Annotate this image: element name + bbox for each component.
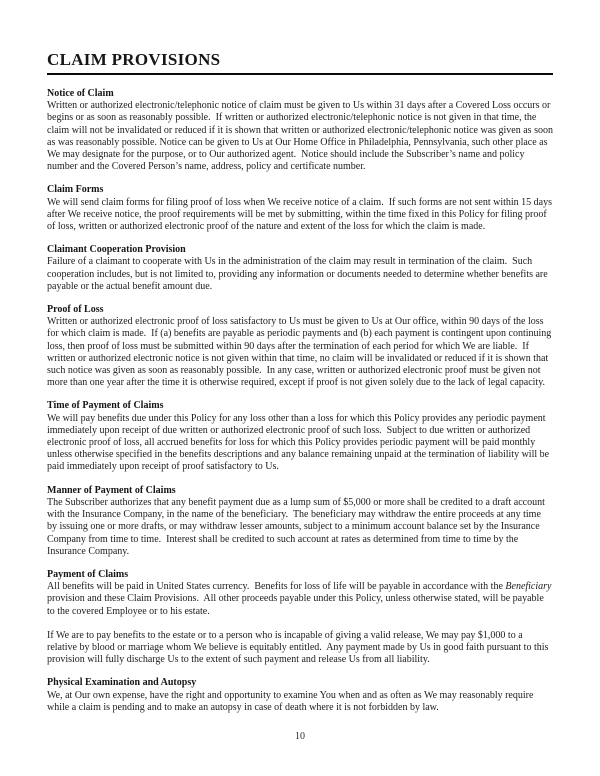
section-paragraph <box>47 256 553 293</box>
text-run: Failure of a claimant to cooperate with Us in the administration of the claim may result in termination of the claim. Such cooperation includes, but is not limited to, providing any information or documents needed to determine whether benefits are payable or the actual benefit amount due. <box>47 256 551 292</box>
text-run: We will pay benefits due under this Policy for any loss other than a loss for which this Policy provides any periodic payment immediately upon receipt of due written or authorized electronic proof of such loss. Subject to due written or authorized electronic proof of loss, all accrued benefits for loss for which this Policy provides periodic payment will be paid monthly unless otherwise specified in the benefits descriptions and any balance remaining unpaid at the termination of liability will be paid immediately upon receipt of proof satisfactory to Us. <box>47 412 552 473</box>
provision-section <box>47 569 553 666</box>
text-run: All benefits will be paid in United States currency. Benefits for loss of life will be payable in accordance with the <box>47 581 506 593</box>
provision-section <box>47 184 553 233</box>
provision-section <box>47 400 553 473</box>
section-heading: Notice of Claim <box>47 88 114 99</box>
section-heading: Payment of Claims <box>47 568 129 580</box>
text-run: If We are to pay benefits to the estate or to a person who is incapable of giving a valid release, We may pay $1,000 to a relative by blood or marriage whom We believe is equitably entitled. Any payment made by Us in good faith pursuant to this provision will fully discharge Us to the extent of such payment and release Us from all liability. <box>47 629 551 666</box>
italic-text-run: Beneficiary <box>505 581 552 593</box>
provision-section <box>47 304 553 389</box>
title-rule <box>47 73 553 75</box>
section-paragraph <box>47 316 553 389</box>
section-heading: Claimant Cooperation Provision <box>47 244 186 256</box>
page-title: CLAIM PROVISIONS <box>47 50 221 69</box>
text-run: We, at Our own expense, have the right and opportunity to examine You when and as often as We may reasonably require while a claim is pending and to make an autopsy in case of death where it is not forbidden by law. <box>47 689 536 713</box>
provision-section <box>47 485 553 558</box>
provision-section <box>47 88 556 173</box>
section-paragraph <box>47 690 553 714</box>
text-run: Written or authorized electronic/telephonic notice of claim must be given to Us within 31 days after a Covered Loss occurs or begins or as soon as reasonably possible. If written or authorized electronic/telephonic notice is not given in that time, the claim will not be invalidated or reduced if it is shown that written or authorized electronic/telephonic notice was given as soon as was reasonably possible. Notice can be given to Us at Our Home Office in Philadelphia, Pennsylvania, such other place as We may designate for the purpose, or to Our authorized agent. Notice should include the Subscriber’s name and policy number and the Covered Person’s name, address, policy and certificate number. <box>47 100 556 173</box>
section-paragraph <box>47 100 556 173</box>
document-body <box>47 88 556 714</box>
page-footer <box>0 731 600 742</box>
provision-section <box>47 677 553 714</box>
section-paragraph <box>47 630 553 667</box>
section-heading: Time of Payment of Claims <box>47 400 164 412</box>
section-paragraph <box>47 197 553 234</box>
text-run: We will send claim forms for filing proof of loss when We receive notice of a claim. If such forms are not sent within 15 days after We receive notice, the proof requirements will be met by submitting, within the time fixed in this Policy for filing proof of loss, written or authorized electronic proof of the nature and extent of the loss for which the claim is made. <box>47 196 555 233</box>
section-heading: Proof of Loss <box>47 304 104 316</box>
section-paragraph <box>47 581 553 618</box>
text-run: The Subscriber authorizes that any benefit payment due as a lump sum of $5,000 or more shall be credited to a draft account with the Insurance Company, in the name of the beneficiary. The beneficiary may withdraw the entire proceeds at any time by issuing one or more drafts, or may withdraw lesser amounts, subject to a minimum account balance set by the Insurance Company from time to time. Interest shall be credited to such account at rates as determined from time to time by the Insurance Company. <box>47 496 548 557</box>
text-run: Written or authorized electronic proof of loss satisfactory to Us must be given to Us at Our office, within 90 days of the loss for which claim is made. If (a) benefits are payable as periodic payments and (b) each payment is contingent upon continuing loss, then proof of loss must be submitted within 90 days after the termination of each period for which We are liable. If written or authorized electronic notice is not given within that time, no claim will be invalidated or reduced if it is shown that such notice was given as soon as reasonably possible. In any case, written or authorized electronic proof must be given not more than one year after the time it is otherwise required, except if proof is not given solely due to the lack of legal capacity. <box>47 316 554 389</box>
section-paragraph <box>47 497 553 558</box>
section-heading: Physical Examination and Autopsy <box>47 677 197 689</box>
provision-section <box>47 244 553 293</box>
section-heading: Claim Forms <box>47 184 104 196</box>
page-number: 10 <box>295 731 305 742</box>
section-heading: Manner of Payment of Claims <box>47 484 176 496</box>
section-paragraph <box>47 413 553 474</box>
text-run: provision and these Claim Provisions. All other proceeds payable under this Policy, unless otherwise stated, will be payable to the covered Employee or to his estate. <box>47 581 554 617</box>
